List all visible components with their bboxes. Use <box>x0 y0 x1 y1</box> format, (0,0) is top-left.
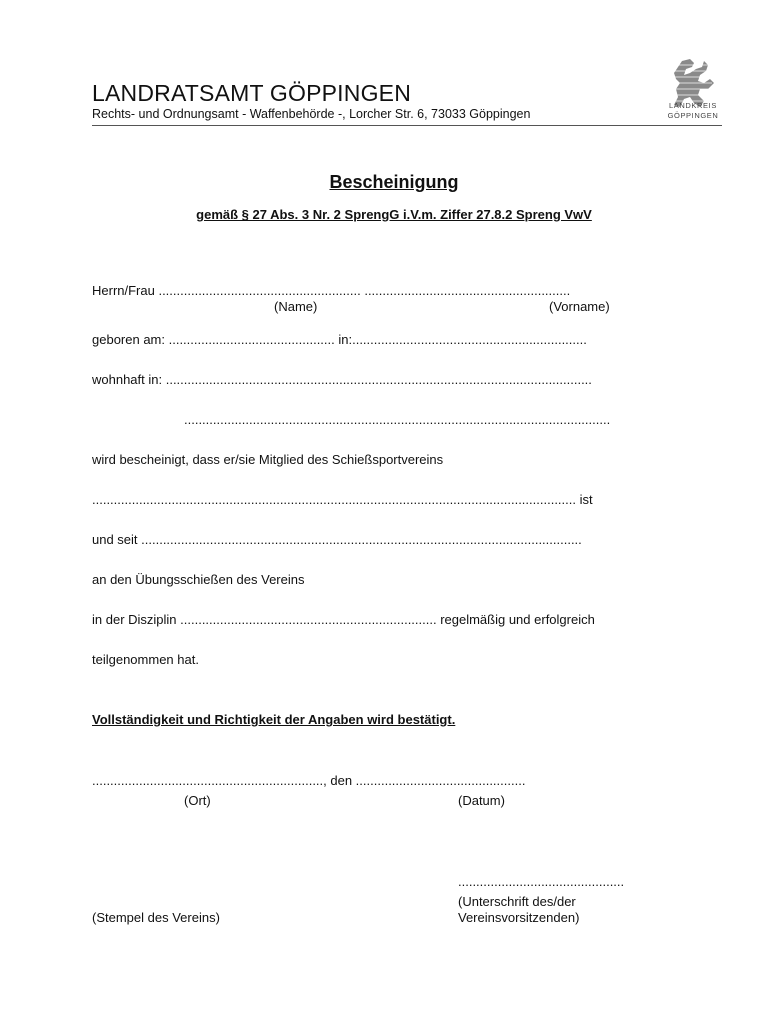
place-caption: (Ort) <box>184 793 211 808</box>
signature-caption-line2: Vereinsvorsitzenden) <box>458 910 580 925</box>
vorname-caption: (Vorname) <box>549 299 610 314</box>
residence-field-line-2[interactable]: ...................................................................................................................... <box>184 412 611 427</box>
office-title: LANDRATSAMT GÖPPINGEN <box>92 80 412 106</box>
certify-text: wird bescheinigt, dass er/sie Mitglied des Schießsportvereins <box>92 452 444 467</box>
participated-text: teilgenommen hat. <box>92 652 199 667</box>
name-caption: (Name) <box>274 299 318 314</box>
place-date-field-line[interactable]: ................................................................, den ............................................... <box>92 773 526 788</box>
logo-caption-line2: GÖPPINGEN <box>667 111 719 120</box>
document-legal-basis: gemäß § 27 Abs. 3 Nr. 2 SprengG i.V.m. Ziffer 27.8.2 Spreng VwV <box>196 207 592 222</box>
member-since-field-line[interactable]: und seit .......................................................................................................................... <box>92 532 582 547</box>
document-title: Bescheinigung <box>329 172 459 192</box>
confirmation-statement: Vollständigkeit und Richtigkeit der Angaben wird bestätigt. <box>92 712 456 727</box>
club-field-line[interactable]: ...................................................................................................................................... ist <box>92 492 593 507</box>
birth-field-line[interactable]: geboren am: .............................................. in:................................................................. <box>92 332 587 347</box>
practice-text: an den Übungsschießen des Vereins <box>92 572 305 587</box>
signature-field-line[interactable]: .............................................. <box>458 874 625 889</box>
stamp-caption: (Stempel des Vereins) <box>92 910 220 925</box>
logo-caption <box>664 101 722 121</box>
logo-caption-line1: LANDKREIS <box>669 101 717 110</box>
signature-caption-line1: (Unterschrift des/der <box>458 894 576 909</box>
header-divider <box>92 125 722 126</box>
date-caption: (Datum) <box>458 793 505 808</box>
office-address: Rechts- und Ordnungsamt - Waffenbehörde -, Lorcher Str. 6, 73033 Göppingen <box>92 107 531 121</box>
discipline-field-line[interactable]: in der Disziplin ....................................................................... regelmäßig und erfolgreich <box>92 612 595 627</box>
name-field-line[interactable]: Herrn/Frau ........................................................ ......................................................... <box>92 283 571 298</box>
residence-field-line[interactable]: wohnhaft in: ...................................................................................................................... <box>92 372 592 387</box>
